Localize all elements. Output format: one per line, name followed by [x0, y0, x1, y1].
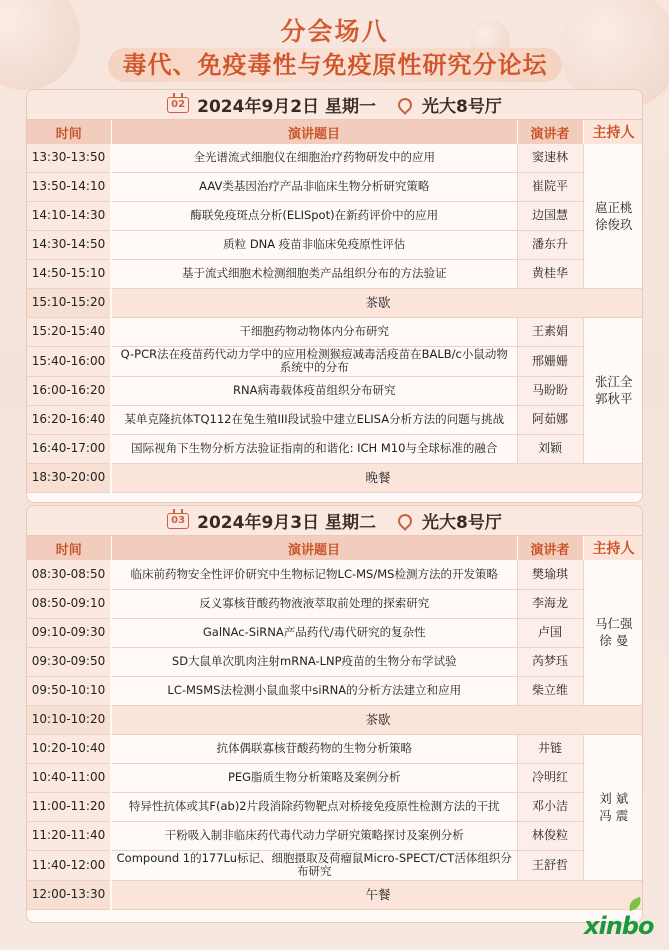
- break-row: [27, 288, 643, 317]
- calendar-icon: 02: [167, 97, 189, 113]
- row-time: 08:50-09:10: [27, 589, 111, 618]
- row-topic: 特异性抗体或其F(ab)2片段消除药物靶点对桥接免疫原性检测方法的干扰: [111, 792, 517, 821]
- host-cell: [583, 734, 643, 880]
- row-speaker: 刘颖: [517, 434, 583, 463]
- break-row: [27, 705, 643, 734]
- table-row: [27, 676, 643, 705]
- table-row: [27, 172, 643, 201]
- row-topic: Q-PCR法在疫苗药代动力学中的应用检测猴痘减毒活疫苗在BALB/c小鼠动物系统中的分布: [111, 346, 517, 376]
- row-topic: Compound 1的177Lu标记、细胞摄取及荷瘤鼠Micro-SPECT/CT活体组织分布研究: [111, 850, 517, 880]
- table-row: [27, 850, 643, 880]
- row-time: 08:30-08:50: [27, 560, 111, 589]
- row-topic: 干粉吸入制非临床药代毒代动力学研究策略探讨及案例分析: [111, 821, 517, 850]
- host-name: 张江全: [594, 374, 633, 389]
- host-name: 郭秋平: [594, 391, 633, 406]
- page-subtitle: 毒代、免疫毒性与免疫原性研究分论坛: [108, 48, 562, 82]
- row-topic: RNA病毒载体疫苗组织分布研究: [111, 376, 517, 405]
- host-cell: [583, 560, 643, 705]
- row-topic: 干细胞药物动物体内分布研究: [111, 317, 517, 346]
- row-topic: LC-MSMS法检测小鼠血浆中siRNA的分析方法建立和应用: [111, 676, 517, 705]
- row-time: 13:50-14:10: [27, 172, 111, 201]
- table-row: [27, 821, 643, 850]
- table-row: [27, 144, 643, 172]
- row-time: 11:20-11:40: [27, 821, 111, 850]
- col-host: 主持人: [583, 536, 643, 560]
- row-time: 14:50-15:10: [27, 259, 111, 288]
- col-speaker: 演讲者: [517, 536, 583, 560]
- row-speaker: 潘东升: [517, 230, 583, 259]
- break-row: [27, 880, 643, 909]
- row-speaker: 樊瑜琪: [517, 560, 583, 589]
- day1-date: 2024年9月2日 星期一: [197, 97, 377, 117]
- table-row: [27, 647, 643, 676]
- row-speaker: 马盼盼: [517, 376, 583, 405]
- row-time: 14:10-14:30: [27, 201, 111, 230]
- calendar-icon: 03: [167, 513, 189, 529]
- row-time: 11:40-12:00: [27, 850, 111, 880]
- table-row: [27, 346, 643, 376]
- table-row: [27, 618, 643, 647]
- day1-venue: 光大8号厅: [422, 97, 502, 117]
- row-time: 16:00-16:20: [27, 376, 111, 405]
- row-time: 13:30-13:50: [27, 144, 111, 172]
- row-speaker: 窦速林: [517, 144, 583, 172]
- row-speaker: 王素娟: [517, 317, 583, 346]
- row-topic: GalNAc-SiRNA产品药代/毒代研究的复杂性: [111, 618, 517, 647]
- row-topic: AAV类基因治疗产品非临床生物分析研究策略: [111, 172, 517, 201]
- row-time: 10:20-10:40: [27, 734, 111, 763]
- break-label: 茶歇: [111, 705, 643, 734]
- row-speaker: 邢姗姗: [517, 346, 583, 376]
- row-topic: 全光谱流式细胞仪在细胞治疗药物研发中的应用: [111, 144, 517, 172]
- table-row: [27, 589, 643, 618]
- row-time: 15:10-15:20: [27, 288, 111, 317]
- table-row: [27, 376, 643, 405]
- table-row: [27, 792, 643, 821]
- row-time: 18:30-20:00: [27, 463, 111, 492]
- row-speaker: 崔院平: [517, 172, 583, 201]
- table-header-row: [27, 120, 643, 144]
- row-speaker: 冷明红: [517, 763, 583, 792]
- row-topic: 某单克隆抗体TQ112在兔生殖III段试验中建立ELISA分析方法的问题与挑战: [111, 405, 517, 434]
- row-time: 12:00-13:30: [27, 880, 111, 909]
- table-row: [27, 763, 643, 792]
- row-time: 11:00-11:20: [27, 792, 111, 821]
- day1-section: [26, 89, 643, 503]
- page-header: [0, 0, 669, 88]
- row-speaker: 芮梦珏: [517, 647, 583, 676]
- table-row: [27, 230, 643, 259]
- row-topic: 抗体偶联寡核苷酸药物的生物分析策略: [111, 734, 517, 763]
- day2-bar: [27, 506, 642, 536]
- row-topic: 质粒 DNA 疫苗非临床免疫原性评估: [111, 230, 517, 259]
- day2-date: 2024年9月3日 星期二: [197, 513, 377, 533]
- row-topic: 酶联免疫斑点分析(ELISpot)在新药评价中的应用: [111, 201, 517, 230]
- row-time: 14:30-14:50: [27, 230, 111, 259]
- row-time: 16:20-16:40: [27, 405, 111, 434]
- row-speaker: 柴立维: [517, 676, 583, 705]
- host-cell: [583, 317, 643, 463]
- row-speaker: 阿茹娜: [517, 405, 583, 434]
- row-time: 09:50-10:10: [27, 676, 111, 705]
- break-row: [27, 463, 643, 492]
- row-speaker: 王舒哲: [517, 850, 583, 880]
- col-topic: 演讲题目: [111, 536, 517, 560]
- col-time: 时间: [27, 536, 111, 560]
- location-pin-icon: [395, 95, 415, 115]
- col-host: 主持人: [583, 120, 643, 144]
- row-topic: PEG脂质生物分析策略及案例分析: [111, 763, 517, 792]
- day1-bar: [27, 90, 642, 120]
- host-name: 冯 震: [599, 808, 629, 823]
- host-name: 刘 斌: [599, 791, 629, 806]
- day2-section: [26, 505, 643, 923]
- row-topic: 国际视角下生物分析方法验证指南的和谐化: ICH M10与全球标准的融合: [111, 434, 517, 463]
- row-topic: 反义寡核苷酸药物液液萃取前处理的探索研究: [111, 589, 517, 618]
- host-name: 徐俊玖: [594, 216, 633, 232]
- row-topic: SD大鼠单次肌肉注射mRNA-LNP疫苗的生物分布学试验: [111, 647, 517, 676]
- row-speaker: 卢国: [517, 618, 583, 647]
- break-label: 晚餐: [111, 463, 643, 492]
- page-title: 分会场八: [280, 17, 389, 46]
- row-speaker: 黄桂华: [517, 259, 583, 288]
- day1-table: [27, 120, 643, 493]
- row-time: 09:10-09:30: [27, 618, 111, 647]
- table-row: [27, 259, 643, 288]
- host-name: 徐 曼: [599, 633, 629, 649]
- row-time: 15:40-16:00: [27, 346, 111, 376]
- day2-venue: 光大8号厅: [422, 513, 502, 533]
- table-row: [27, 201, 643, 230]
- row-speaker: 井链: [517, 734, 583, 763]
- col-topic: 演讲题目: [111, 120, 517, 144]
- break-label: 午餐: [111, 880, 643, 909]
- col-time: 时间: [27, 120, 111, 144]
- host-cell: [583, 144, 643, 288]
- xinbo-logo: xinbo: [584, 912, 654, 940]
- table-row: [27, 405, 643, 434]
- row-speaker: 边国慧: [517, 201, 583, 230]
- row-time: 10:40-11:00: [27, 763, 111, 792]
- host-name: 马仁强: [594, 616, 633, 632]
- row-topic: 基于流式细胞术检测细胞类产品组织分布的方法验证: [111, 259, 517, 288]
- col-speaker: 演讲者: [517, 120, 583, 144]
- table-row: [27, 317, 643, 346]
- table-row: [27, 734, 643, 763]
- location-pin-icon: [395, 511, 415, 531]
- break-label: 茶歇: [111, 288, 643, 317]
- table-row: [27, 434, 643, 463]
- row-speaker: 李海龙: [517, 589, 583, 618]
- table-row: [27, 560, 643, 589]
- row-time: 09:30-09:50: [27, 647, 111, 676]
- row-topic: 临床前药物安全性评价研究中生物标记物LC-MS/MS检测方法的开发策略: [111, 560, 517, 589]
- row-speaker: 林俊粒: [517, 821, 583, 850]
- row-time: 16:40-17:00: [27, 434, 111, 463]
- table-header-row: [27, 536, 643, 560]
- row-time: 10:10-10:20: [27, 705, 111, 734]
- host-name: 扈正桃: [594, 199, 633, 215]
- row-time: 15:20-15:40: [27, 317, 111, 346]
- day2-table: [27, 536, 643, 910]
- row-speaker: 邓小洁: [517, 792, 583, 821]
